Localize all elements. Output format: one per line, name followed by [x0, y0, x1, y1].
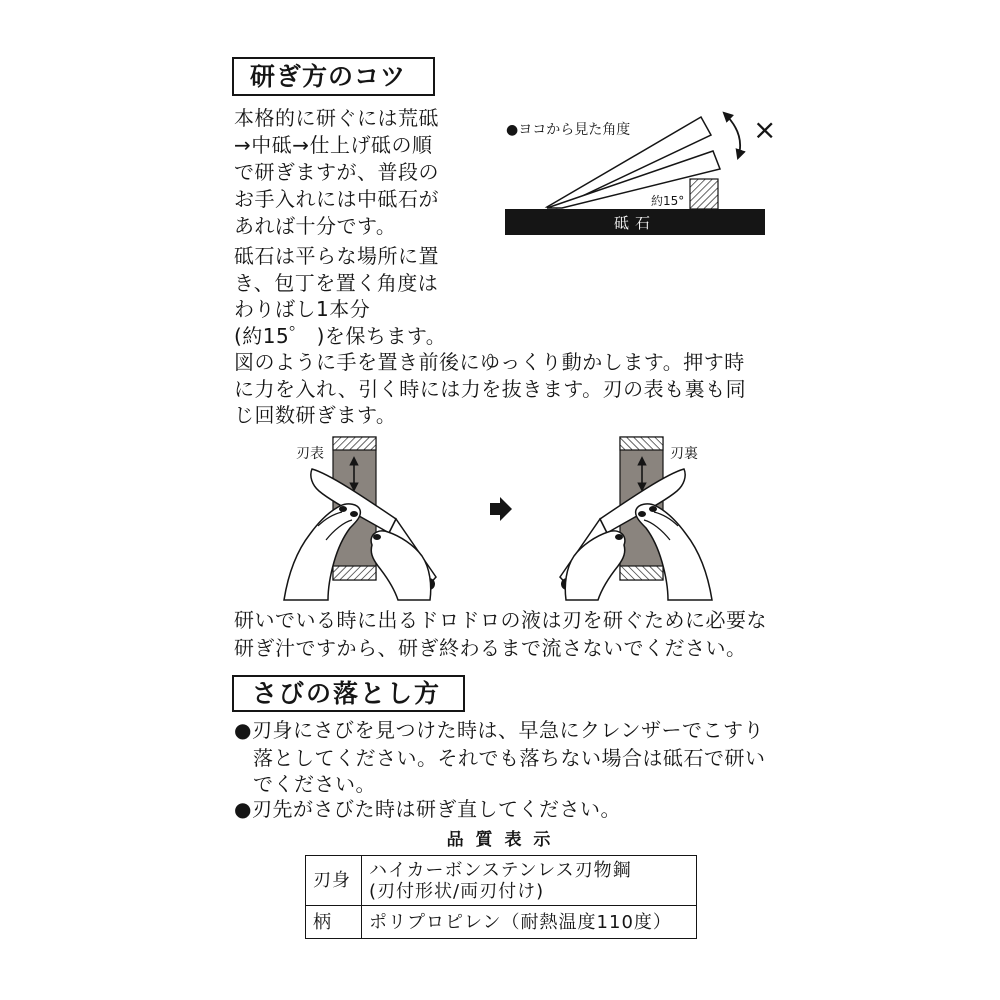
table-row [306, 856, 697, 906]
left-pressing-hand-nail [339, 506, 347, 512]
para2-line: き、包丁を置く角度は [234, 271, 439, 295]
table-row-label: 刃身 [306, 856, 362, 906]
table-row-value [362, 906, 697, 939]
blade-back-label: 刃裏 [670, 446, 698, 462]
para1-line: →中砥→仕上げ砥の順 [234, 133, 433, 157]
right-pressing-hand-nail [649, 506, 657, 512]
table-value-line: ポリプロピレン（耐熱温度110度） [369, 911, 672, 933]
right-gripping-hand [565, 531, 625, 600]
blade-front-label: 刃表 [296, 446, 324, 462]
wrong-mark-icon: × [753, 113, 777, 146]
angle-gauge-block [690, 179, 718, 209]
para1-line: 本格的に研ぐには荒砥 [234, 106, 439, 130]
para1-line: あれば十分です。 [234, 214, 397, 238]
para3-line: 図のように手を置き前後にゆっくり動かします。押す時 [234, 350, 745, 374]
quality-label-table [305, 855, 697, 939]
para2-line: わりばし1本分 [234, 297, 371, 321]
right-gripping-hand-nail [615, 534, 623, 540]
angle-label: 約15° [651, 194, 685, 208]
table-row [306, 906, 697, 939]
left-whetstone-bottom-hatch [333, 566, 376, 580]
sharpening-tips-heading: 研ぎ方のコツ [232, 57, 435, 96]
next-step-arrow-icon [490, 497, 512, 521]
left-gripping-hand-nail [373, 534, 381, 540]
rust-bullet-line: ●刃先がさびた時は研ぎ直してください。 [234, 797, 621, 821]
right-whetstone-top-hatch [620, 437, 663, 450]
rust-bullet-line: ●刃身にさびを見つけた時は、早急にクレンザーでこすり [234, 718, 764, 742]
rust-removal-heading: さびの落とし方 [232, 675, 465, 712]
para1-line: で研ぎますが、普段の [234, 160, 439, 184]
sharpening-illustrations [284, 437, 712, 600]
para3-line: に力を入れ、引く時には力を抜きます。刃の表も裏も同 [234, 377, 747, 401]
right-whetstone-bottom-hatch [620, 566, 663, 580]
table-row-value [362, 856, 697, 906]
para1-line: お手入れには中砥石が [234, 187, 439, 211]
rust-bullet-line: 落としてください。それでも落ちない場合は砥石で研い [253, 746, 766, 770]
para3-line: じ回数研ぎます。 [234, 403, 397, 427]
quality-label-title: 品 質 表 示 [446, 830, 554, 850]
rust-bullet-line: でください。 [253, 772, 376, 796]
tilt-arrow-icon [724, 113, 740, 158]
para2-line: 砥石は平らな場所に置 [234, 244, 439, 268]
para2-line: (約15゜ )を保ちます。 [234, 324, 447, 348]
left-gripping-hand [371, 531, 431, 600]
left-whetstone-top-hatch [333, 437, 376, 450]
side-view-caption: ●ヨコから見た角度 [506, 122, 631, 138]
table-value-line: (刃付形状/両刃付け) [369, 880, 545, 902]
right-pressing-hand-nail [638, 511, 646, 517]
slurry-note-line: 研ぎ汁ですから、研ぎ終わるまで流さないでください。 [234, 636, 747, 660]
table-value-line: ハイカーボンステンレス刃物鋼 [369, 859, 632, 881]
table-row-label: 柄 [306, 906, 362, 939]
side-view-angle-diagram [505, 113, 776, 235]
slurry-note-line: 研いでいる時に出るドロドロの液は刃を研ぐために必要な [234, 608, 767, 632]
whetstone-label: 砥石 [613, 214, 657, 232]
left-pressing-hand-nail [350, 511, 358, 517]
